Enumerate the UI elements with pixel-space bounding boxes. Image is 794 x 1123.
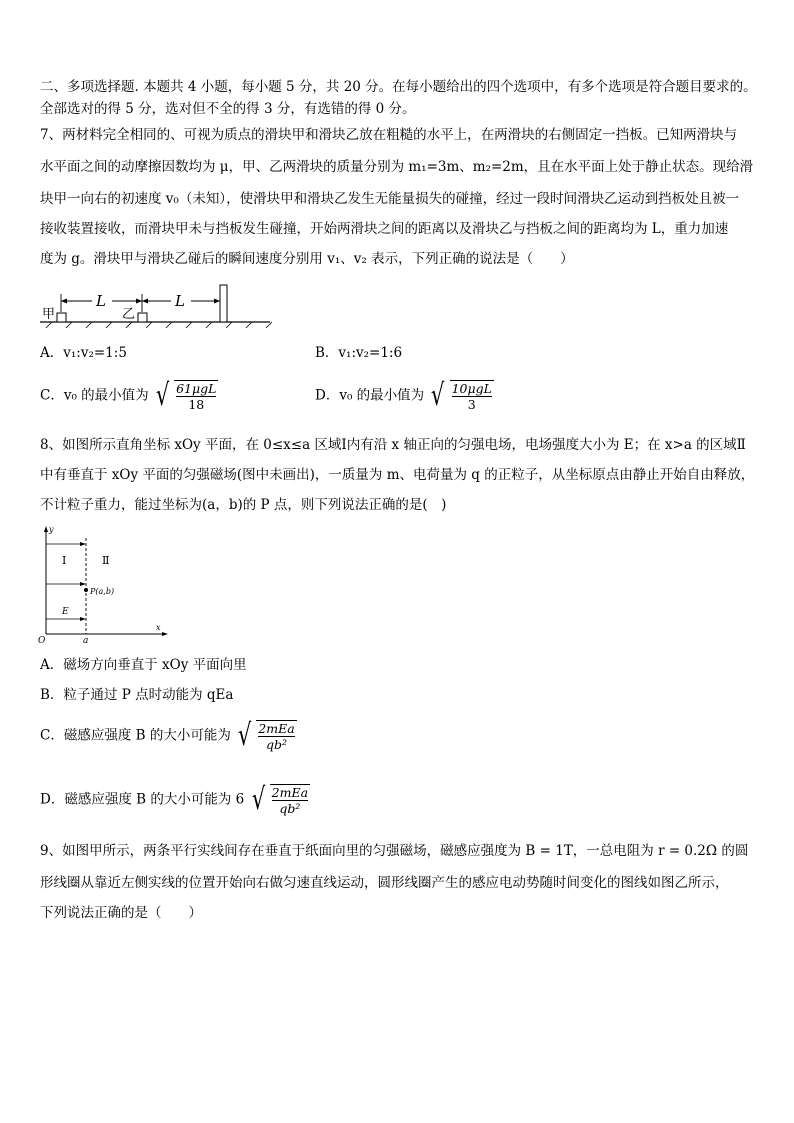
q7-option-a[interactable]: A．v₁:v₂=1:5 <box>40 345 127 361</box>
q7-line1: 7、两材料完全相同的、可视为质点的滑块甲和滑块乙放在粗糙的水平上，在两滑块的右侧固定一挡板。已知两滑块与 <box>40 127 738 143</box>
q7-option-d-text: D．v₀ 的最小值为 <box>315 387 425 404</box>
q7-label-yi: 乙 <box>122 307 136 322</box>
block-yi <box>138 313 147 322</box>
q8-figure <box>36 524 176 644</box>
q8-line2: 中有垂直于 xOy 平面的匀强磁场(图中未画出)，一质量为 m、电荷量为 q 的正粒子，从坐标原点由静止开始自由释放， <box>40 467 755 483</box>
q7-option-d-formula: √ $\frac{\text{10μgL}}{3}$ <box>431 378 492 413</box>
q7-line3: 块甲一向右的初速度 v₀（未知），使滑块甲和滑块乙发生无能量损失的碰撞，经过一段时间滑块乙运动到挡板处且被一 <box>40 191 740 207</box>
q8-label-p: P(a,b) <box>90 587 115 596</box>
q7-label-jia: 甲 <box>42 307 56 322</box>
block-jia <box>57 313 66 322</box>
q7-line2: 水平面之间的动摩擦因数均为 μ，甲、乙两滑块的质量分别为 m₁=3m、m₂=2m，且在水平面上处于静止状态。现给滑 <box>40 159 754 175</box>
q7-option-d-denominator: 3 <box>467 397 476 412</box>
q7-option-c-numerator: 61μgL <box>176 381 217 396</box>
q7-option-b[interactable]: B．v₁:v₂=1:6 <box>315 345 403 361</box>
q8-option-b[interactable]: B．粒子通过 P 点时动能为 qEa <box>40 687 234 703</box>
q7-option-c-text: C．v₀ 的最小值为 <box>40 387 149 404</box>
q8-label-y: y <box>49 525 54 534</box>
q8-label-e: E <box>62 607 69 617</box>
q9-line2: 形线圈从靠近左侧实线的位置开始向右做匀速直线运动，圆形线圈产生的感应电动势随时间变化的图线如图乙所示， <box>40 875 729 891</box>
q8-option-c-denominator: qb² <box>265 737 287 752</box>
q8-label-region2: Ⅱ <box>102 554 110 567</box>
q8-option-d-text: D．磁感应强度 B 的大小可能为 6 <box>40 791 245 808</box>
q8-option-c-text: C．磁感应强度 B 的大小可能为 <box>40 727 231 744</box>
q8-option-c[interactable] <box>40 720 297 752</box>
q7-line5: 度为 g。滑块甲与滑块乙碰后的瞬间速度分别用 v₁、v₂ 表示，下列正确的说法是（ ） <box>40 251 574 267</box>
q8-option-c-numerator: 2mEa <box>258 721 295 736</box>
section-header-line1: 二、多项选择题. 本题共 4 小题，每小题 5 分，共 20 分。在每小题给出的四个选项中，有多个选项是符合题目要求的。 <box>40 79 757 95</box>
q8-option-a[interactable]: A．磁场方向垂直于 xOy 平面向里 <box>40 657 247 673</box>
q8-option-d-denominator: qb² <box>279 801 301 816</box>
q7-option-c[interactable] <box>40 380 218 412</box>
q8-line3: 不计粒子重力，能过坐标为(a，b)的 P 点，则下列说法正确的是( ) <box>40 497 447 513</box>
q9-line3: 下列说法正确的是（ ） <box>40 905 202 921</box>
q8-label-a: a <box>83 636 89 644</box>
q7-label-L2: L <box>175 292 185 310</box>
q8-label-x: x <box>156 623 161 632</box>
q8-option-d[interactable] <box>40 784 310 816</box>
q8-option-c-formula: √ $\frac{\text{2mEa}}{\text{qb²}}$ <box>238 718 295 753</box>
q8-option-d-numerator: 2mEa <box>271 785 309 800</box>
q8-line1: 8、如图所示直角坐标 xOy 平面，在 0≤x≤a 区域Ⅰ内有沿 x 轴正向的匀强电场，电场强度大小为 E；在 x>a 的区域Ⅱ <box>40 437 746 453</box>
q7-figure <box>40 282 280 330</box>
q7-line4: 接收装置接收，而滑块甲未与挡板发生碰撞，开始两滑块之间的距离以及滑块乙与挡板之间的距离均为 L，重力加速 <box>40 221 729 237</box>
q7-option-c-formula: √ $\frac{\text{61μgL}}{18}$ <box>155 378 217 413</box>
baffle <box>220 285 227 322</box>
q7-option-d-numerator: 10μgL <box>451 381 492 396</box>
q7-label-L1: L <box>96 292 106 310</box>
q8-label-o: O <box>38 636 46 644</box>
q8-label-region1: Ⅰ <box>62 554 67 567</box>
point-p <box>84 588 88 592</box>
q7-option-d[interactable] <box>315 380 494 412</box>
q9-line1: 9、如图甲所示，两条平行实线间存在垂直于纸面向里的匀强磁场，磁感应强度为 B = 1T，一总电阻为 r = 0.2Ω 的圆 <box>40 843 749 859</box>
q8-option-d-formula: √ $\frac{\text{2mEa}}{\text{qb²}}$ <box>251 782 309 817</box>
q7-option-c-denominator: 18 <box>188 397 205 412</box>
section-header-line2: 全部选对的得 5 分，选对但不全的得 3 分，有选错的得 0 分。 <box>40 101 416 117</box>
